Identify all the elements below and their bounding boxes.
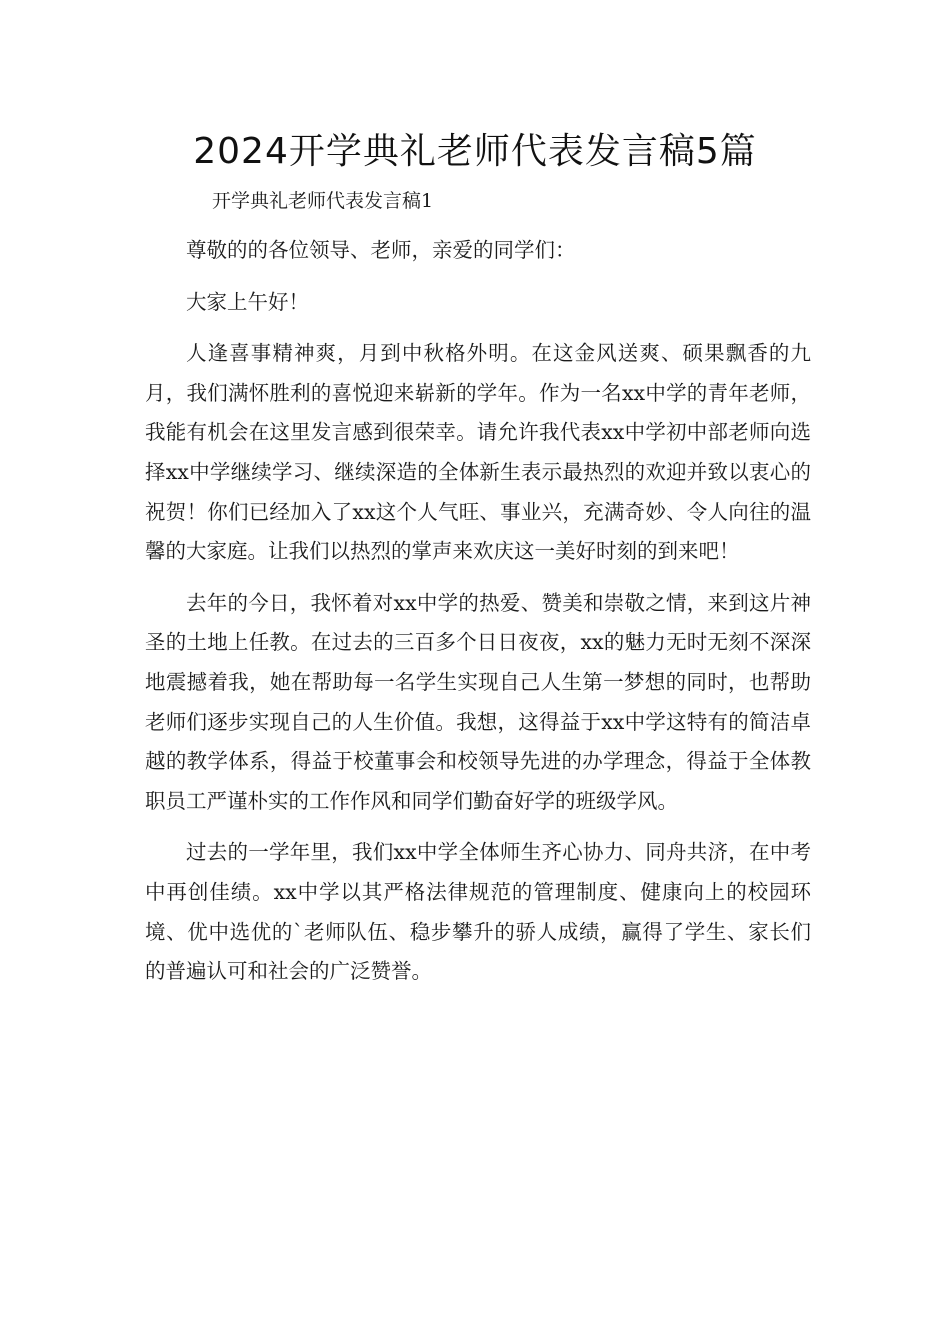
document-subtitle: 开学典礼老师代表发言稿1 <box>212 190 434 212</box>
paragraph-greeting: 大家上午好！ <box>186 289 309 314</box>
document-title: 2024开学典礼老师代表发言稿5篇 <box>193 131 757 172</box>
paragraph: 过去的一学年里，我们xx中学全体师生齐心协力、同舟共济，在中考中再创佳绩。xx中学以其严格法律规范的管理制度、健康向上的校园环境、优中选优的`老师队伍、稳步攀升的骄人成绩，赢得了学生、家长们的普遍认可和社会的广泛赞誉。 <box>145 840 811 984</box>
paragraph: 人逢喜事精神爽，月到中秋格外明。在这金风送爽、硕果飘香的九月，我们满怀胜利的喜悦迎来崭新的学年。作为一名xx中学的青年老师，我能有机会在这里发言感到很荣幸。请允许我代表xx中学初中部老师向选择xx中学继续学习、继续深造的全体新生表示最热烈的欢迎并致以衷心的祝贺！你们已经加入了xx这个人气旺、事业兴，充满奇妙、令人向往的温馨的大家庭。让我们以热烈的掌声来欢庆这一美好时刻的到来吧！ <box>145 341 811 564</box>
paragraph-salutation: 尊敬的的各位领导、老师，亲爱的同学们： <box>186 238 576 262</box>
document-body <box>145 231 811 1004</box>
paragraph: 去年的今日，我怀着对xx中学的热爱、赞美和崇敬之情，来到这片神圣的土地上任教。在过去的三百多个日日夜夜，xx的魅力无时无刻不深深地震撼着我，她在帮助每一名学生实现自己人生第一梦想的同时，也帮助老师们逐步实现自己的人生价值。我想，这得益于xx中学这特有的简洁卓越的教学体系，得益于校董事会和校领导先进的办学理念，得益于全体教职员工严谨朴实的工作作风和同学们勤奋好学的班级学风。 <box>145 590 811 813</box>
